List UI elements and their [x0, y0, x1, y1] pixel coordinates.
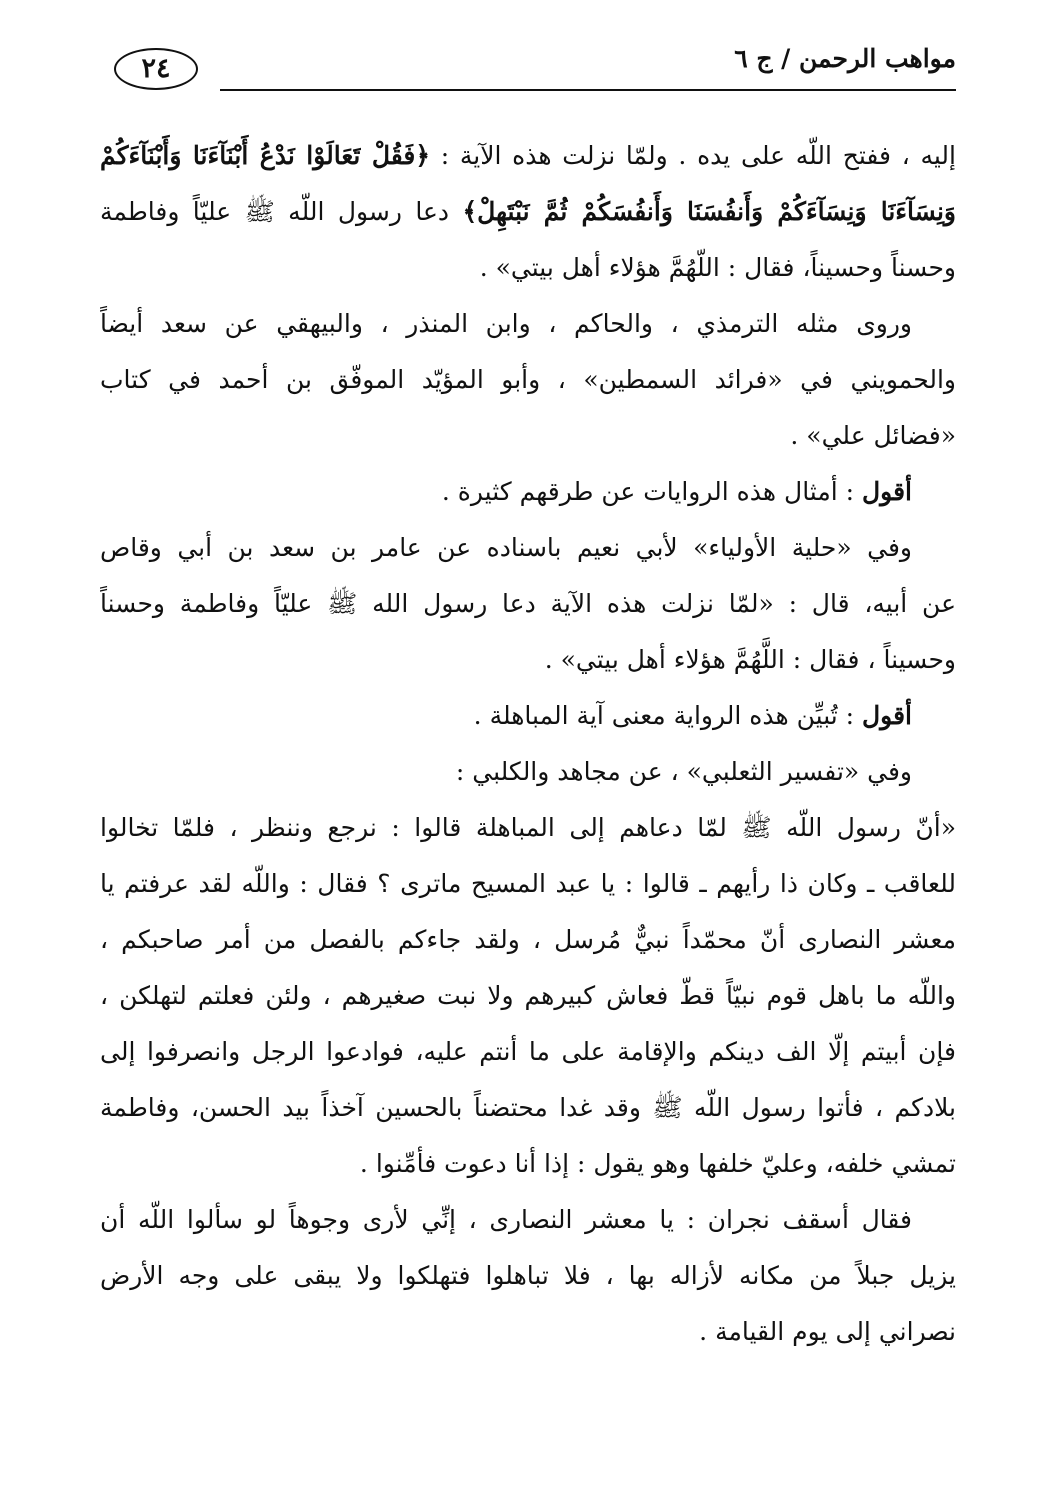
text-run: «أنّ رسول اللّه ﷺ لمّا دعاهم إلى المباهلة قالوا : نرجع وننظر ، فلمّا تخالوا — [100, 813, 956, 842]
bold-term: أقول — [862, 477, 912, 506]
text-run: وحسيناً ، فقال : اللَّهُمَّ هؤلاء أهل بيتي» . — [544, 645, 956, 674]
text-line — [100, 1192, 956, 1248]
text-run: وحسناً وحسيناً، فقال : اللّهُمَّ هؤلاء أهل بيتي» . — [479, 253, 956, 282]
text-run: يزيل جبلاً من مكانه لأزاله بها ، فلا تباهلوا فتهلكوا ولا يبقى على وجه الأرض — [100, 1261, 956, 1290]
body-text — [100, 128, 956, 1360]
text-line — [100, 520, 956, 576]
page-number-container — [100, 40, 220, 96]
quran-verse: ﴿فَقُلْ تَعَالَوْا نَدْعُ أَبْنَآءَنَا وَأَبْنَآءَكُمْ — [100, 141, 431, 170]
text-run: بلادكم ، فأتوا رسول اللّه ﷺ وقد غدا محتضناً بالحسين آخذاً بيد الحسن، وفاطمة — [100, 1093, 956, 1122]
text-line — [100, 744, 956, 800]
text-line — [100, 632, 956, 688]
text-line — [100, 912, 956, 968]
text-run: : تُبيِّن هذه الرواية معنى آية المباهلة . — [473, 701, 863, 730]
text-run: للعاقب ـ وكان ذا رأيهم ـ قالوا : يا عبد المسيح ماترى ؟ فقال : واللّه لقد عرفتم يا — [100, 869, 956, 898]
page-number: ٢٤ — [114, 48, 198, 90]
text-run: «فضائل علي» . — [790, 421, 956, 450]
text-run: دعا رسول اللّه ﷺ عليّاً وفاطمة — [100, 197, 463, 226]
text-run: نصراني إلى يوم القيامة . — [699, 1317, 956, 1346]
text-line — [100, 1136, 956, 1192]
text-line — [100, 856, 956, 912]
text-line — [100, 1248, 956, 1304]
bold-term: أقول — [862, 701, 912, 730]
text-line — [100, 576, 956, 632]
text-line — [100, 240, 956, 296]
text-line — [100, 1304, 956, 1360]
quran-verse: وَنِسَآءَنَا وَنِسَآءَكُمْ وَأَنفُسَنَا وَأَنفُسَكُمْ ثُمَّ نَبْتَهِلْ﴾ — [462, 197, 956, 226]
text-run: : أمثال هذه الروايات عن طرقهم كثيرة . — [441, 477, 863, 506]
text-run: والحمويني في «فرائد السمطين» ، وأبو المؤيّد الموفّق بن أحمد في كتاب — [100, 365, 956, 394]
text-line — [100, 296, 956, 352]
text-run: عن أبيه، قال : «لمّا نزلت هذه الآية دعا رسول الله ﷺ عليّاً وفاطمة وحسناً — [100, 589, 956, 618]
text-line — [100, 408, 956, 464]
text-line — [100, 464, 956, 520]
text-line — [100, 1080, 956, 1136]
text-line — [100, 184, 956, 240]
header-rule — [100, 89, 956, 91]
text-line — [100, 1024, 956, 1080]
text-run: فقال أسقف نجران : يا معشر النصارى ، إنِّي لأرى وجوهاً لو سألوا اللّه أن — [100, 1205, 912, 1234]
text-run: وفي «حلية الأولياء» لأبي نعيم باسناده عن عامر بن سعد بن أبي وقاص — [100, 533, 912, 562]
text-run: تمشي خلفه، وعليّ خلفها وهو يقول : إذا أنا دعوت فأمِّنوا . — [359, 1149, 956, 1178]
text-line — [100, 800, 956, 856]
text-line — [100, 128, 956, 184]
running-title: مواهب الرحمن / ج ٦ — [734, 44, 956, 73]
text-line — [100, 688, 956, 744]
text-run: وروى مثله الترمذي ، والحاكم ، وابن المنذر ، والبيهقي عن سعد أيضاً — [100, 309, 912, 338]
text-run: وفي «تفسير الثعلبي» ، عن مجاهد والكلبي : — [455, 757, 912, 786]
page-header — [100, 40, 956, 96]
text-run: معشر النصارى أنّ محمّداً نبيٌّ مُرسل ، ولقد جاءكم بالفصل من أمر صاحبكم ، — [100, 925, 956, 954]
text-run: إليه ، ففتح اللّه على يده . ولمّا نزلت هذه الآية : — [430, 141, 956, 170]
text-run: واللّه ما باهل قوم نبيّاً قطّ فعاش كبيرهم ولا نبت صغيرهم ، ولئن فعلتم لتهلكن ، — [100, 981, 956, 1010]
text-line — [100, 968, 956, 1024]
text-line — [100, 352, 956, 408]
text-run: فإن أبيتم إلّا الف دينكم والإقامة على ما أنتم عليه، فوادعوا الرجل وانصرفوا إلى — [100, 1037, 956, 1066]
